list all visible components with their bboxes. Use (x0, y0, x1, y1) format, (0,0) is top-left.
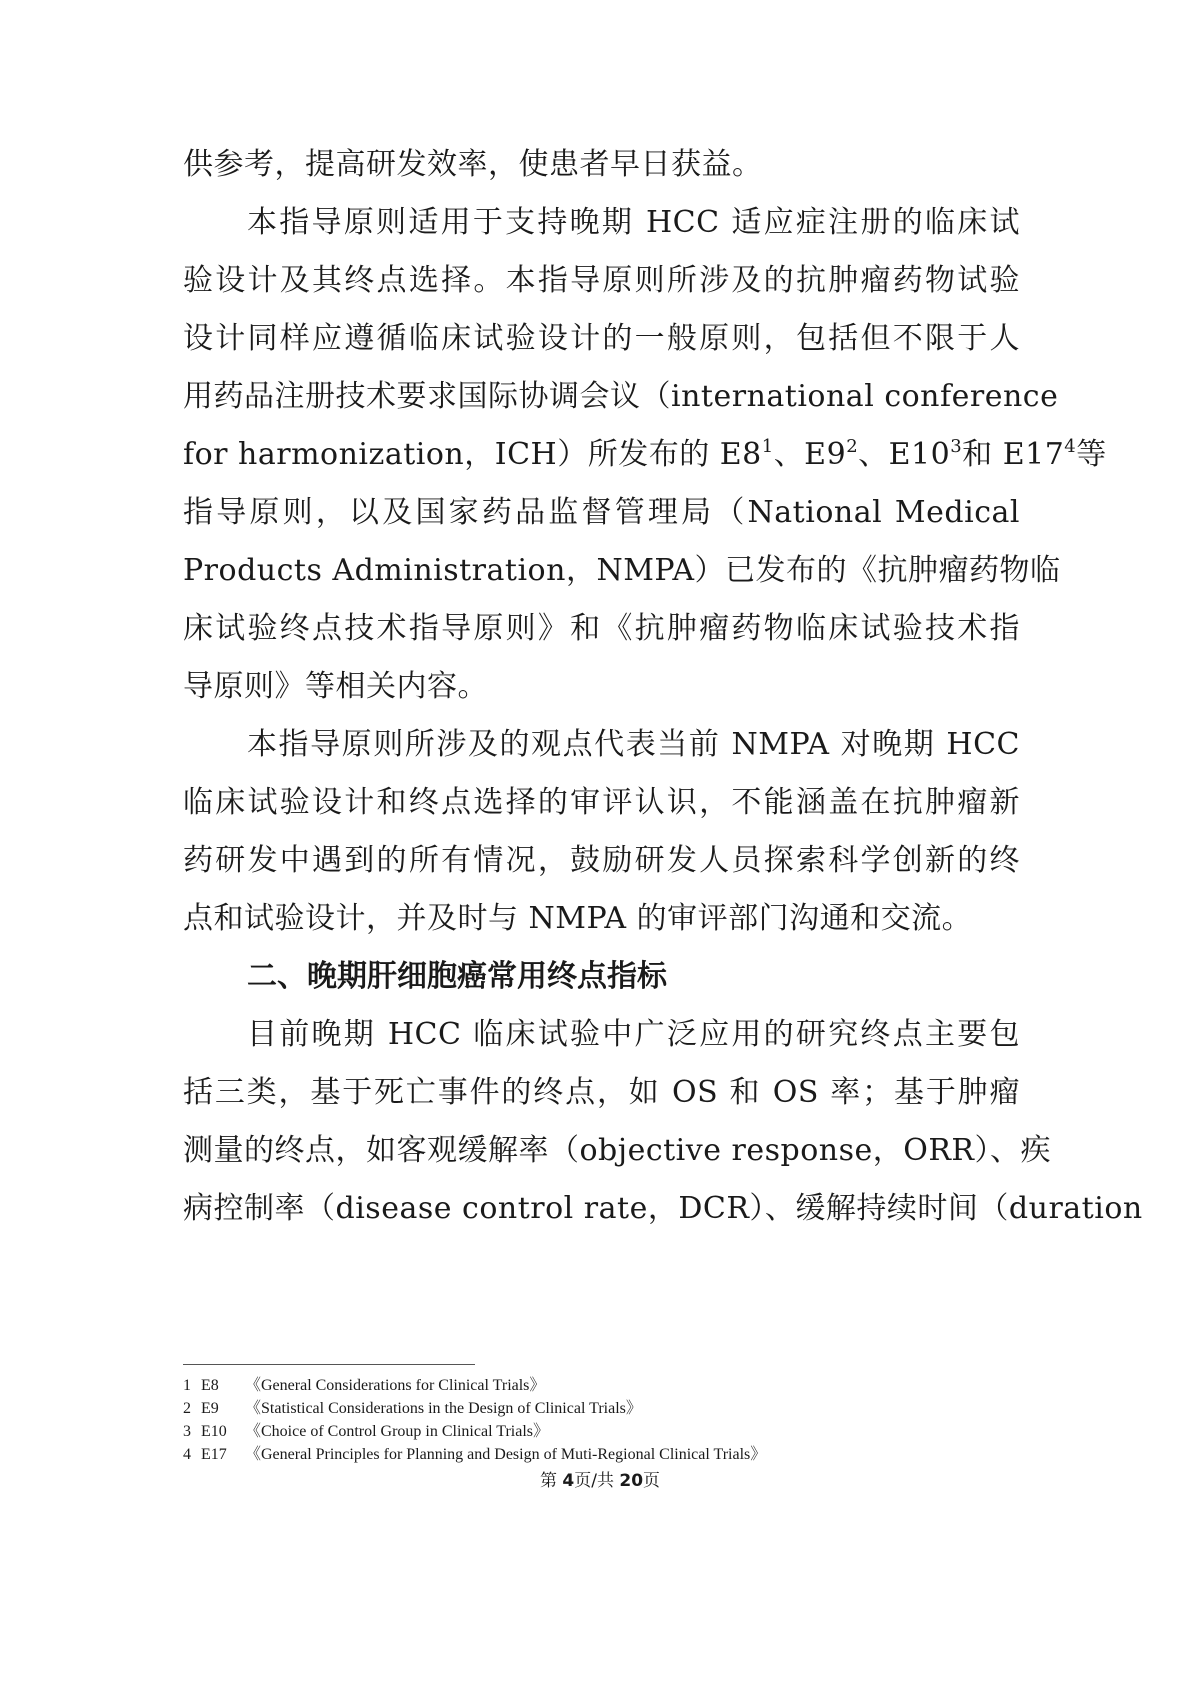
footnote-number: 4 (183, 1446, 191, 1463)
body-line: Products Administration，NMPA）已发布的《抗肿瘤药物临 (183, 553, 1061, 588)
body-line: 本指导原则所涉及的观点代表当前 NMPA 对晚期 HCC (247, 727, 1020, 762)
footnote (183, 1375, 545, 1397)
body-line: 供参考，提高研发效率，使患者早日获益。 (183, 147, 763, 182)
footnote-ref: 1 (761, 436, 774, 457)
body-line: 验设计及其终点选择。本指导原则所涉及的抗肿瘤药物试验 (183, 263, 1020, 298)
body-line: 导原则》等相关内容。 (183, 669, 488, 704)
line-text: 和 E17 (962, 437, 1065, 472)
page-number-middle: 页/共 (574, 1471, 620, 1491)
page-number-prefix: 第 (539, 1471, 563, 1491)
body-line-with-footnote-refs (183, 435, 1107, 475)
page-number-total: 20 (619, 1471, 644, 1491)
body-line: 药研发中遇到的所有情况，鼓励研发人员探索科学创新的终 (183, 843, 1020, 878)
body-line: 用药品注册技术要求国际协调会议（international conference (183, 379, 1059, 414)
footnote-title: 《General Principles for Planning and Design of Muti-Regional Clinical Trials》 (245, 1446, 767, 1463)
body-line: 病控制率（disease control rate，DCR）、缓解持续时间（duration (183, 1191, 1143, 1226)
line-text: for harmonization，ICH）所发布的 E8 (183, 437, 762, 472)
footnote-title: 《Choice of Control Group in Clinical Trials》 (245, 1423, 549, 1440)
body-line: 指导原则，以及国家药品监督管理局（National Medical (183, 495, 1020, 530)
body-line: 目前晚期 HCC 临床试验中广泛应用的研究终点主要包 (247, 1017, 1020, 1052)
body-line: 本指导原则适用于支持晚期 HCC 适应症注册的临床试 (247, 205, 1020, 240)
section-heading: 二、晚期肝细胞癌常用终点指标 (247, 959, 667, 994)
line-text: 等 (1076, 437, 1107, 472)
page-number (0, 1470, 1200, 1492)
footnote-code: E10 (201, 1423, 227, 1440)
body-line: 测量的终点，如客观缓解率（objective response，ORR）、疾 (183, 1133, 1052, 1168)
footnote-ref: 4 (1064, 436, 1077, 457)
body-line: 点和试验设计，并及时与 NMPA 的审评部门沟通和交流。 (183, 901, 973, 936)
footnote-code: E17 (201, 1446, 227, 1463)
line-text: 、E10 (858, 437, 951, 472)
body-line: 床试验终点技术指导原则》和《抗肿瘤药物临床试验技术指 (183, 611, 1020, 646)
page-number-suffix: 页 (643, 1471, 661, 1491)
footnote-code: E8 (201, 1377, 219, 1394)
footnote-number: 1 (183, 1377, 191, 1394)
footnote-code: E9 (201, 1400, 219, 1417)
body-line: 设计同样应遵循临床试验设计的一般原则，包括但不限于人 (183, 321, 1020, 356)
line-text: 、E9 (773, 437, 847, 472)
footnote (183, 1444, 766, 1466)
footnote-divider (183, 1364, 475, 1365)
footnote-ref: 2 (846, 436, 859, 457)
footnote-title: 《Statistical Considerations in the Design of Clinical Trials》 (245, 1400, 642, 1417)
footnote-ref: 3 (950, 436, 963, 457)
footnote-title: 《General Considerations for Clinical Trials》 (245, 1377, 546, 1394)
footnote (183, 1398, 642, 1420)
footnote (183, 1421, 549, 1443)
body-line: 括三类，基于死亡事件的终点，如 OS 和 OS 率；基于肿瘤 (183, 1075, 1020, 1110)
body-line: 临床试验设计和终点选择的审评认识，不能涵盖在抗肿瘤新 (183, 785, 1020, 820)
footnote-number: 3 (183, 1423, 191, 1440)
footnote-number: 2 (183, 1400, 191, 1417)
page-number-current: 4 (562, 1471, 575, 1491)
